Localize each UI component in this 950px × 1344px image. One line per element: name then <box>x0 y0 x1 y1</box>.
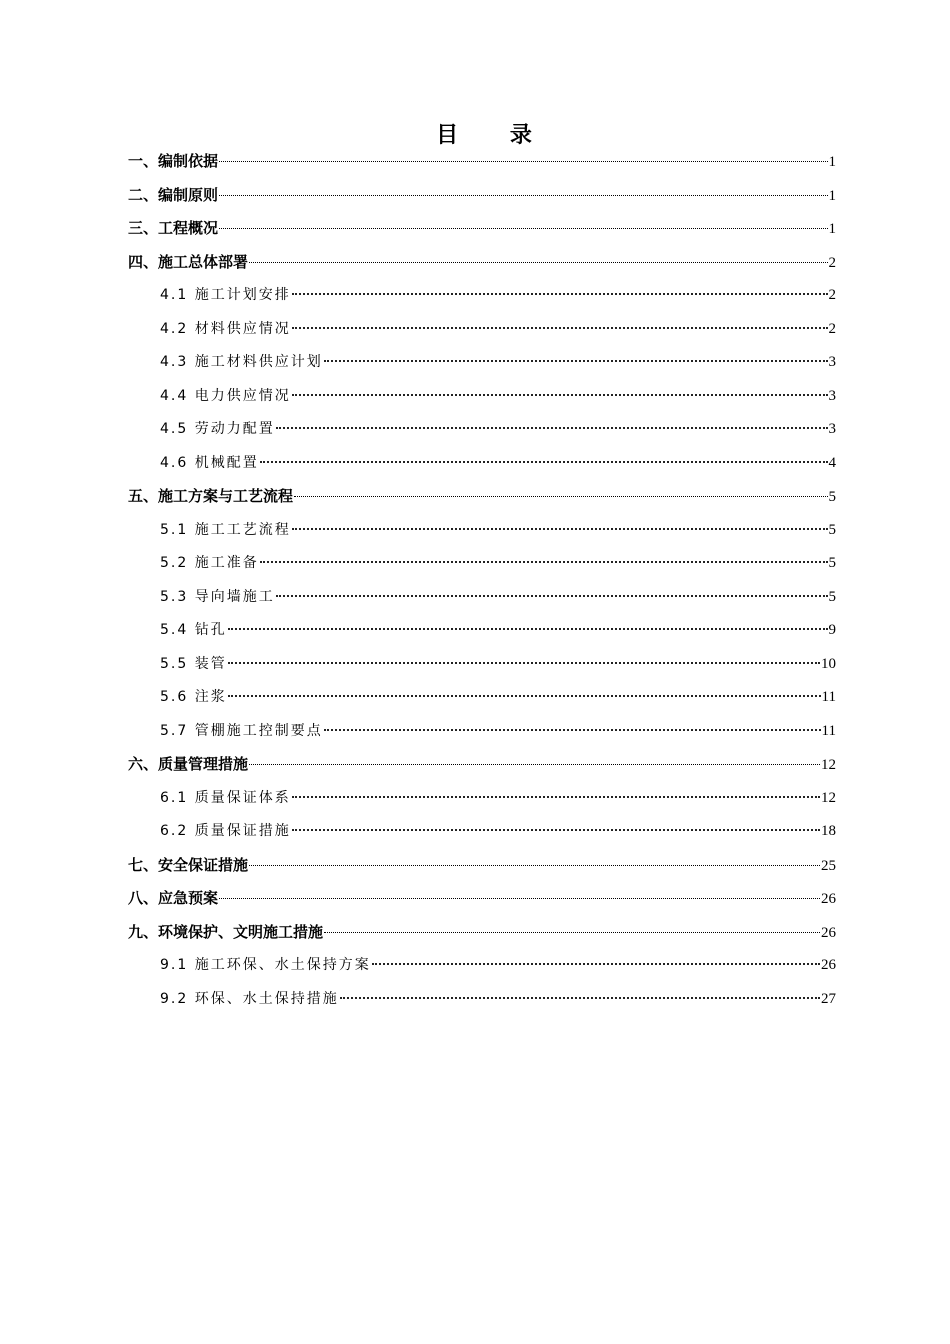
toc-entry-label: 九、环境保护、文明施工措施 <box>128 922 324 941</box>
toc-dot-leader <box>219 897 820 899</box>
toc-page-number: 26 <box>821 924 836 941</box>
toc-page-number: 5 <box>828 588 836 605</box>
toc-entry-label: 6.2 质量保证措施 <box>160 823 291 839</box>
toc-page-number: 3 <box>828 387 836 404</box>
toc-dot-leader <box>324 359 828 362</box>
toc-entry-label: 5.2 施工准备 <box>160 555 259 571</box>
toc-entry-label: 五、施工方案与工艺流程 <box>128 487 294 505</box>
toc-dot-leader <box>292 828 820 831</box>
toc-dot-leader <box>324 728 821 731</box>
toc-entry[interactable] <box>128 480 836 514</box>
toc-dot-leader <box>294 495 827 497</box>
page-title: 目 录 <box>436 123 554 148</box>
toc-dot-leader <box>228 627 828 630</box>
toc-page-number: 4 <box>828 454 836 471</box>
toc-entry-label: 三、工程概况 <box>128 219 219 237</box>
toc-subentry[interactable] <box>128 413 836 447</box>
toc-entry-label: 5.3 导向墙施工 <box>160 588 275 605</box>
toc-entry-label: 9.2 环保、水土保持措施 <box>160 990 339 1007</box>
toc-entry-label: 八、应急预案 <box>128 889 219 907</box>
toc-subentry[interactable] <box>128 346 836 380</box>
toc-subentry[interactable] <box>128 715 836 749</box>
toc-entry-label: 4.1 施工计划安排 <box>160 287 291 303</box>
toc-entry-label: 4.2 材料供应情况 <box>160 320 291 337</box>
toc-dot-leader <box>292 292 828 295</box>
toc-entry-label: 5.4 钻孔 <box>160 622 227 638</box>
toc-page-number: 10 <box>821 655 836 672</box>
toc-dot-leader <box>260 560 828 563</box>
toc-subentry[interactable] <box>128 983 836 1017</box>
toc-page-number: 5 <box>828 489 836 505</box>
toc-subentry[interactable] <box>128 815 836 849</box>
toc-subentry[interactable] <box>128 279 836 313</box>
toc-dot-leader <box>219 194 827 196</box>
toc-subentry[interactable] <box>128 949 836 983</box>
toc-subentry[interactable] <box>128 514 836 548</box>
toc-dot-leader <box>260 460 828 463</box>
toc-page-number: 1 <box>828 187 836 204</box>
toc-subentry[interactable] <box>128 380 836 414</box>
toc-subentry[interactable] <box>128 782 836 816</box>
toc-page-number: 26 <box>821 891 836 907</box>
toc-dot-leader <box>228 694 821 697</box>
toc-entry-label: 4.5 劳动力配置 <box>160 421 275 437</box>
toc-subentry[interactable] <box>128 614 836 648</box>
toc-page-number: 2 <box>828 320 836 337</box>
toc-dot-leader <box>292 326 828 329</box>
toc-page-number: 11 <box>821 689 836 705</box>
table-of-contents <box>128 145 836 1016</box>
toc-dot-leader <box>372 962 820 965</box>
toc-page-number: 5 <box>828 555 836 571</box>
toc-entry-label: 4.4 电力供应情况 <box>160 387 291 404</box>
toc-subentry[interactable] <box>128 313 836 347</box>
toc-entry[interactable] <box>128 246 836 280</box>
toc-subentry[interactable] <box>128 447 836 481</box>
toc-page-number: 25 <box>821 857 836 874</box>
toc-page-number: 3 <box>828 354 836 370</box>
toc-dot-leader <box>219 160 827 162</box>
toc-entry-label: 二、编制原则 <box>128 185 219 204</box>
toc-page-number: 18 <box>821 823 836 839</box>
toc-entry-label: 六、质量管理措施 <box>128 755 249 773</box>
toc-entry[interactable] <box>128 212 836 246</box>
toc-page-number: 2 <box>828 254 836 271</box>
toc-page-number: 26 <box>821 957 836 973</box>
toc-page-number: 12 <box>821 757 836 773</box>
toc-dot-leader <box>228 661 820 664</box>
toc-entry-label: 5.6 注浆 <box>160 689 227 705</box>
toc-dot-leader <box>249 763 820 765</box>
toc-page-number: 27 <box>821 990 836 1007</box>
toc-entry-label: 6.1 质量保证体系 <box>160 789 291 806</box>
toc-dot-leader <box>219 227 827 229</box>
toc-dot-leader <box>340 996 820 999</box>
toc-dot-leader <box>276 426 828 429</box>
toc-entry[interactable] <box>128 179 836 213</box>
toc-entry-label: 一、编制依据 <box>128 152 219 170</box>
toc-subentry[interactable] <box>128 681 836 715</box>
toc-page-number: 5 <box>828 521 836 538</box>
toc-subentry[interactable] <box>128 581 836 615</box>
toc-page-number: 1 <box>828 221 836 237</box>
toc-entry-label: 七、安全保证措施 <box>128 855 249 874</box>
toc-dot-leader <box>292 795 820 798</box>
toc-dot-leader <box>249 261 827 263</box>
toc-entry-label: 四、施工总体部署 <box>128 252 249 271</box>
toc-page-number: 1 <box>828 154 836 170</box>
toc-dot-leader <box>292 393 828 396</box>
toc-entry-label: 5.5 装管 <box>160 655 227 672</box>
toc-dot-leader <box>249 864 820 866</box>
toc-dot-leader <box>324 931 820 933</box>
toc-page-number: 3 <box>828 421 836 437</box>
toc-entry-label: 9.1 施工环保、水土保持方案 <box>160 957 371 973</box>
toc-entry[interactable] <box>128 882 836 916</box>
toc-page-number: 2 <box>828 287 836 303</box>
toc-entry-label: 4.3 施工材料供应计划 <box>160 354 323 370</box>
toc-entry[interactable] <box>128 748 836 782</box>
toc-page-number: 12 <box>821 789 836 806</box>
toc-page-number: 11 <box>821 722 836 739</box>
toc-dot-leader <box>292 527 828 530</box>
toc-page-number: 9 <box>828 622 836 638</box>
toc-entry[interactable] <box>128 916 836 950</box>
toc-subentry[interactable] <box>128 648 836 682</box>
toc-entry-label: 5.7 管棚施工控制要点 <box>160 722 323 739</box>
toc-dot-leader <box>276 594 828 597</box>
toc-entry[interactable] <box>128 849 836 883</box>
toc-entry[interactable] <box>128 145 836 179</box>
toc-subentry[interactable] <box>128 547 836 581</box>
toc-entry-label: 5.1 施工工艺流程 <box>160 521 291 538</box>
toc-entry-label: 4.6 机械配置 <box>160 454 259 471</box>
